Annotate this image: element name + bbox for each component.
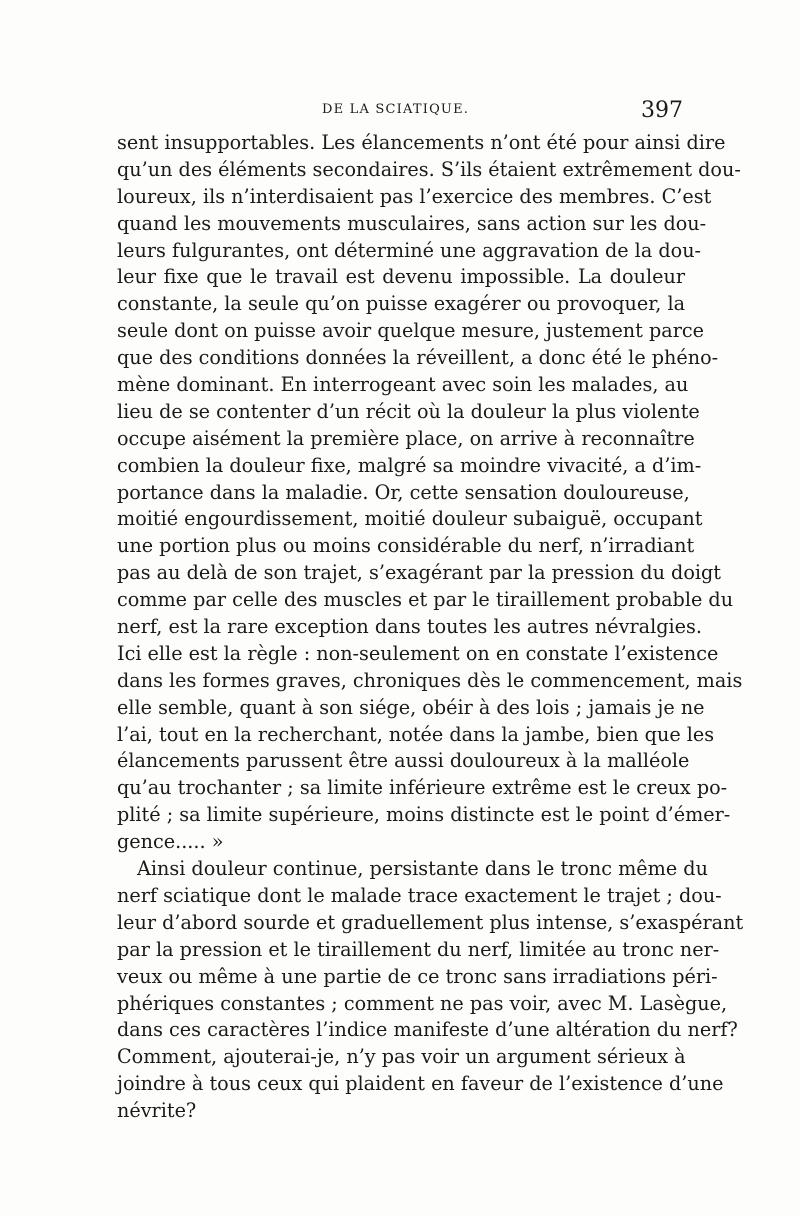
text-line: nerf, est la rare exception dans toutes les autres névralgies. bbox=[117, 615, 702, 639]
text-line: phériques constantes ; comment ne pas voir, avec M. Lasègue, bbox=[117, 991, 728, 1015]
text-line: Comment, ajouterai-je, n’y pas voir un argument sérieux à bbox=[117, 1045, 686, 1069]
body-text bbox=[117, 130, 744, 1125]
text-line: mène dominant. En interrogeant avec soin les malades, au bbox=[117, 373, 689, 397]
text-line: qu’un des éléments secondaires. S’ils étaient extrêmement dou- bbox=[117, 157, 741, 181]
text-line: constante, la seule qu’on puisse exagérer ou provoquer, la bbox=[117, 292, 686, 316]
text-line: par la pression et le tiraillement du nerf, limitée au tronc ner- bbox=[117, 937, 720, 961]
text-line: loureux, ils n’interdisaient pas l’exercice des membres. C’est bbox=[117, 184, 712, 208]
running-title: DE LA SCIATIQUE. bbox=[322, 102, 470, 117]
text-line: sent insupportables. Les élancements n’ont été pour ainsi dire bbox=[117, 131, 726, 154]
text-line: lieu de se contenter d’un récit où la douleur la plus violente bbox=[117, 399, 700, 423]
text-line: élancements parussent être aussi douloureux à la malléole bbox=[117, 749, 690, 773]
text-line: l’ai, tout en la recherchant, notée dans la jambe, bien que les bbox=[117, 722, 715, 746]
text-line: portance dans la maladie. Or, cette sensation douloureuse, bbox=[117, 480, 690, 504]
text-line: elle semble, quant à son siége, obéir à des lois ; jamais je ne bbox=[117, 695, 705, 719]
text-line: gence..... » bbox=[117, 830, 224, 854]
text-line: plité ; sa limite supérieure, moins distincte est le point d’émer- bbox=[117, 803, 731, 827]
text-line: que des conditions données la réveillent, a donc été le phéno- bbox=[117, 346, 719, 370]
text-line: occupe aisément la première place, on arrive à reconnaître bbox=[117, 426, 695, 450]
text-line: joindre à tous ceux qui plaident en faveur de l’existence d’une bbox=[117, 1072, 724, 1096]
text-line: Ainsi douleur continue, persistante dans le tronc même du bbox=[137, 857, 708, 881]
text-line: névrite? bbox=[117, 1099, 197, 1123]
text-line: comme par celle des muscles et par le tiraillement probable du bbox=[117, 588, 734, 612]
text-line: moitié engourdissement, moitié douleur subaiguë, occupant bbox=[117, 507, 703, 531]
text-line: pas au delà de son trajet, s’exagérant par la pression du doigt bbox=[117, 561, 722, 585]
page-number: 397 bbox=[641, 98, 683, 123]
text-line: leur fixe que le travail est devenu impossible. La douleur bbox=[117, 265, 685, 289]
text-line: quand les mouvements musculaires, sans action sur les dou- bbox=[117, 211, 707, 235]
text-line: leur d’abord sourde et graduellement plus intense, s’exaspérant bbox=[117, 910, 744, 934]
text-line: nerf sciatique dont le malade trace exactement le trajet ; dou- bbox=[117, 883, 722, 907]
text-line: une portion plus ou moins considérable du nerf, n’irradiant bbox=[117, 534, 695, 558]
text-line: dans les formes graves, chroniques dès le commencement, mais bbox=[117, 668, 743, 692]
text-line: combien la douleur fixe, malgré sa moindre vivacité, a d’im- bbox=[117, 453, 702, 477]
text-line: dans ces caractères l’indice manifeste d’une altération du nerf? bbox=[117, 1018, 738, 1042]
text-line: qu’au trochanter ; sa limite inférieure extrême est le creux po- bbox=[117, 776, 728, 800]
text-line: leurs fulgurantes, ont déterminé une aggravation de la dou- bbox=[117, 238, 702, 262]
running-head bbox=[117, 98, 683, 128]
text-line: veux ou même à une partie de ce tronc sans irradiations péri- bbox=[117, 964, 718, 988]
text-line: seule dont on puisse avoir quelque mesure, justement parce bbox=[117, 319, 704, 343]
text-line: Ici elle est la règle : non-seulement on en constate l’existence bbox=[117, 641, 719, 665]
